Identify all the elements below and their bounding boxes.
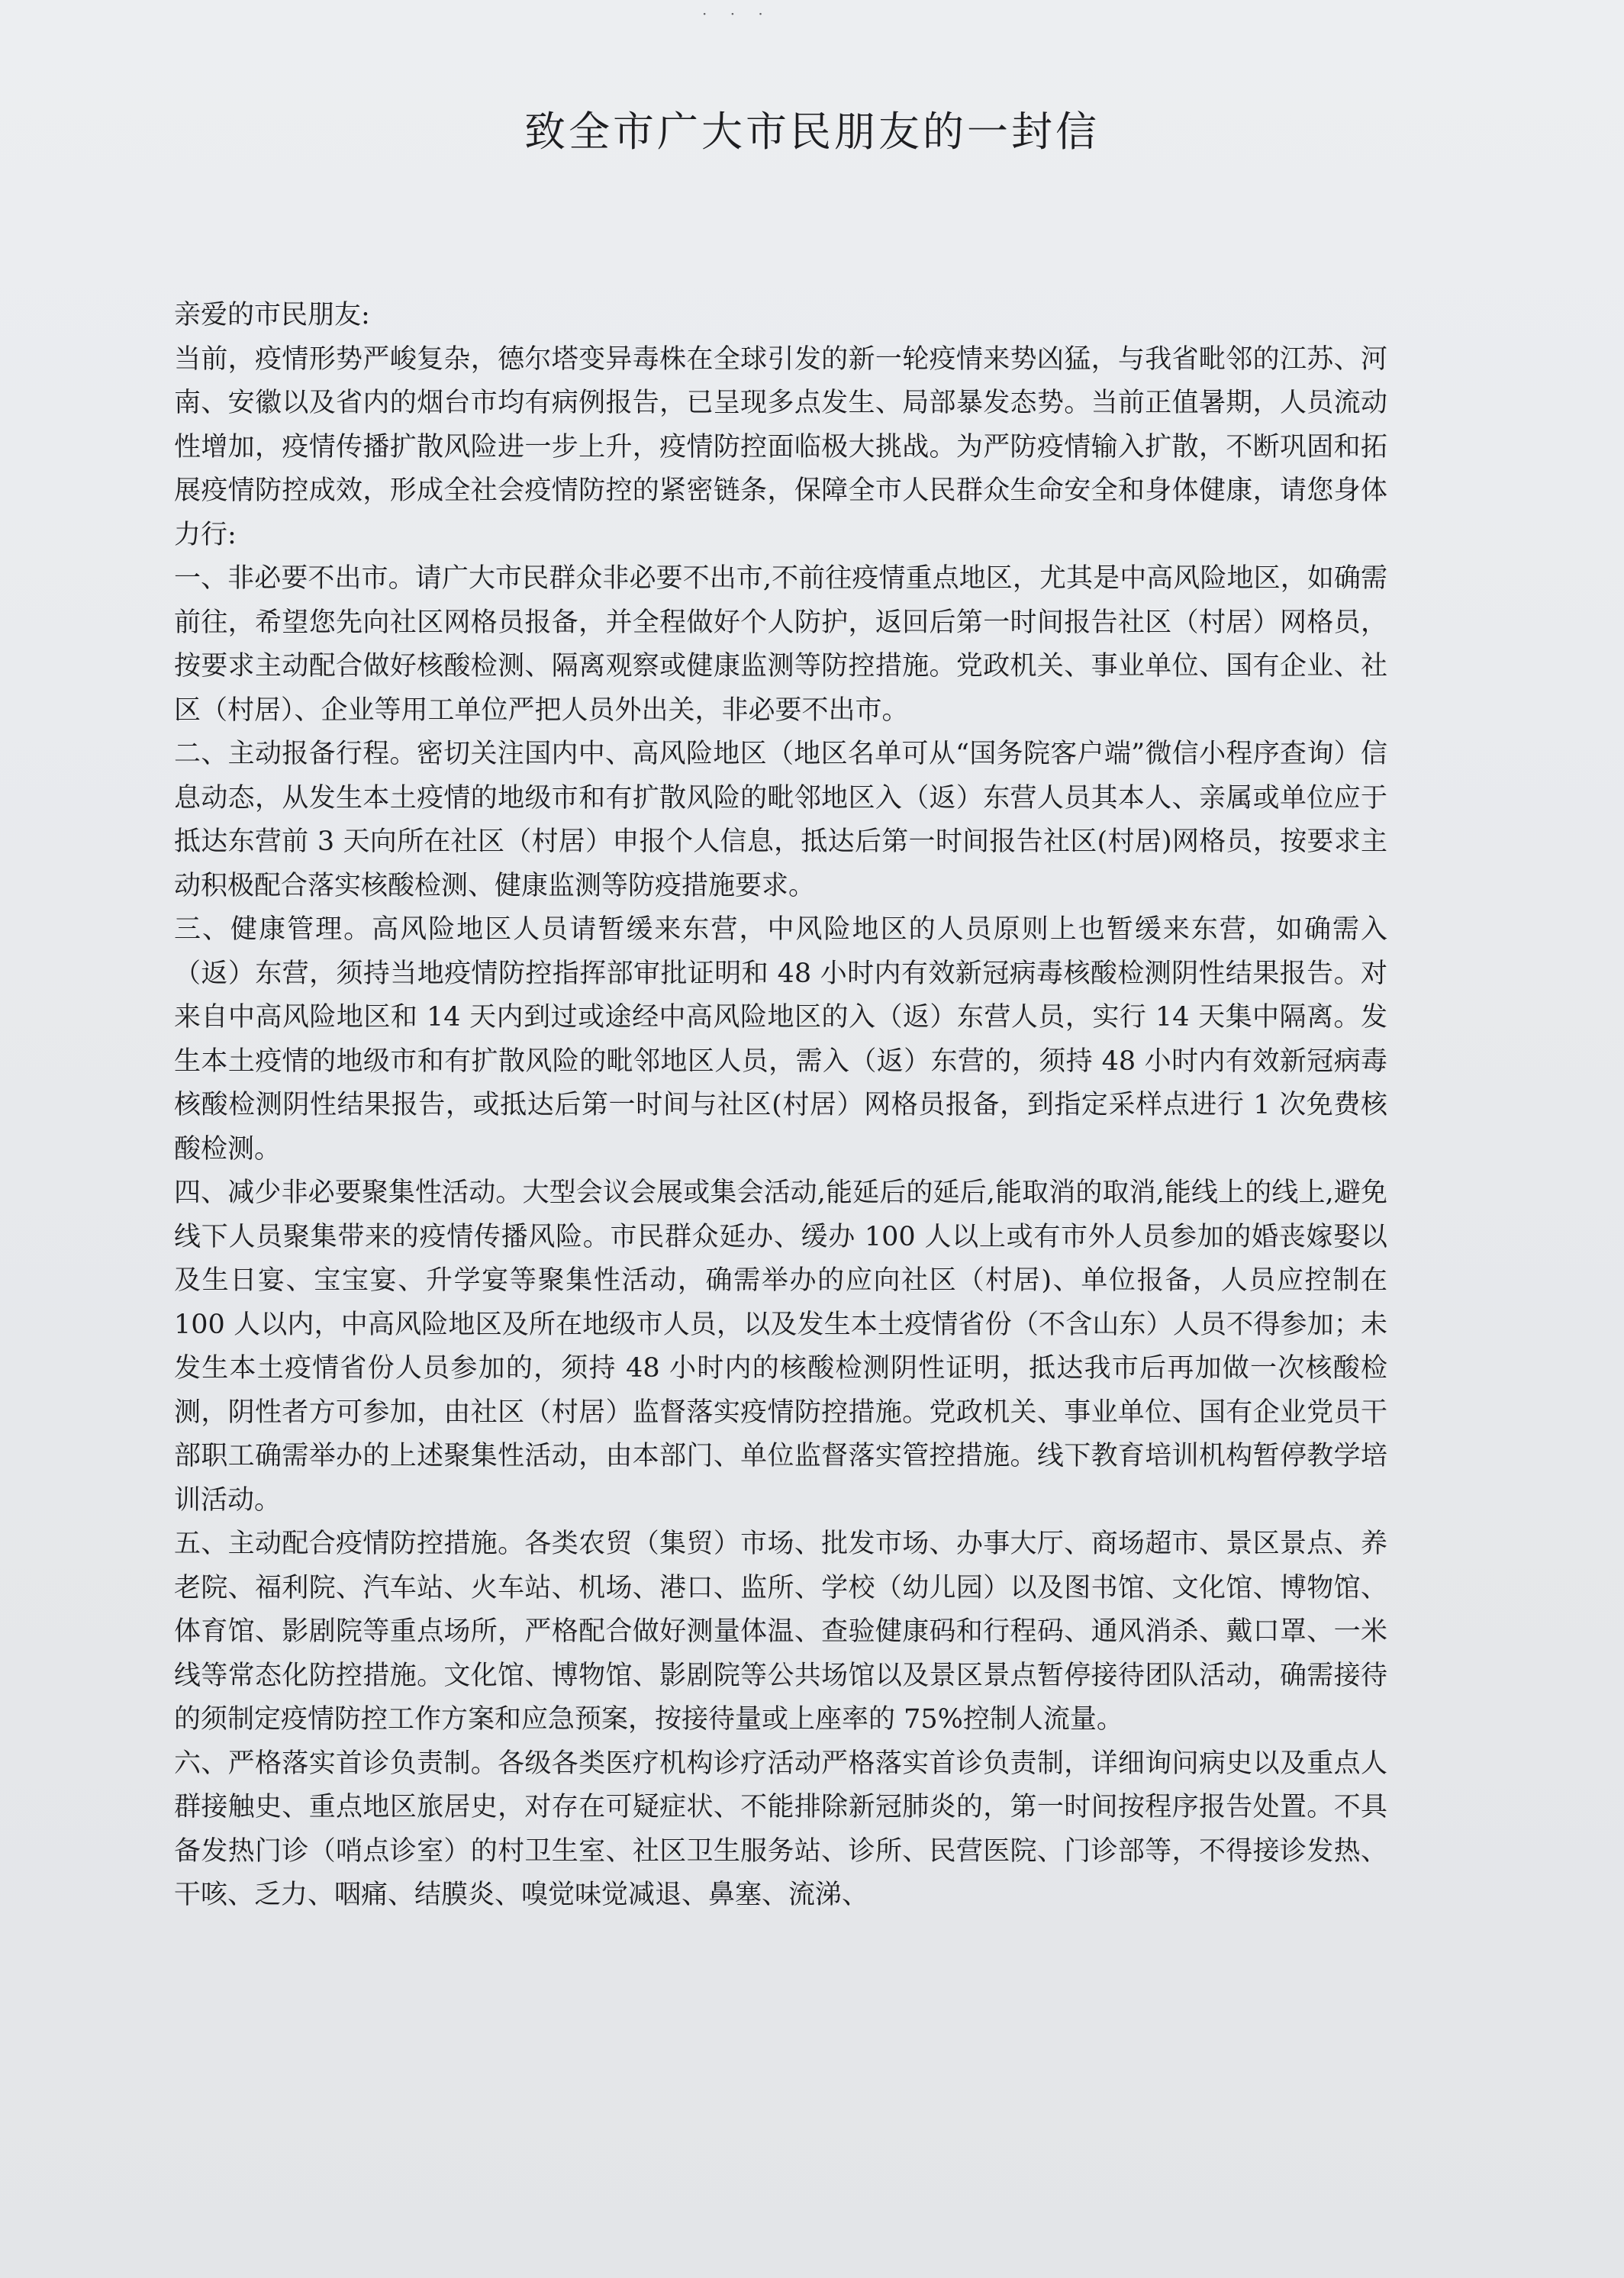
paragraph-4-reduce-gatherings: 四、减少非必要聚集性活动。大型会议会展或集会活动,能延后的延后,能取消的取消,能线上的线上,避免线下人员聚集带来的疫情传播风险。市民群众延办、缓办 100 人以上或有市外人员参加的婚丧嫁娶以及生日宴、宝宝宴、升学宴等聚集性活动，确需举办的应向社区（村居)、单位报备，人员应控制在 100 人以内，中高风险地区及所在地级市人员，以及发生本土疫情省份（不含山东）人员不得参加；未发生本土疫情省份人员参加的，须持 48 小时内的核酸检测阴性证明，抵达我市后再加做一次核酸检测，阴性者方可参加，由社区（村居）监督落实疫情防控措施。党政机关、事业单位、国有企业党员干部职工确需举办的上述聚集性活动，由本部门、单位监督落实管控措施。线下教育培训机构暂停教学培训活动。 [174,1178,1387,1516]
salutation: 亲爱的市民朋友: [174,300,370,330]
page-top-marks: · · · [702,5,772,23]
letter-title: 致全市广大市民朋友的一封信 [524,108,1100,156]
paragraph-6-first-diagnosis: 六、严格落实首诊负责制。各级各类医疗机构诊疗活动严格落实首诊负责制，详细询问病史以及重点人群接触史、重点地区旅居史，对存在可疑症状、不能排除新冠肺炎的，第一时间按程序报告处置。不具备发热门诊（哨点诊室）的村卫生室、社区卫生服务站、诊所、民营医院、门诊部等，不得接诊发热、干咳、乏力、咽痛、结膜炎、嗅觉味觉减退、鼻塞、流涕、 [174,1748,1387,1910]
paragraph-2-report-itinerary: 二、主动报备行程。密切关注国内中、高风险地区（地区名单可从“国务院客户端”微信小程序查询）信息动态，从发生本土疫情的地级市和有扩散风险的毗邻地区入（返）东营人员其本人、亲属或单位应于抵达东营前 3 天向所在社区（村居）申报个人信息，抵达后第一时间报告社区(村居)网格员，按要求主动积极配合落实核酸检测、健康监测等防疫措施要求。 [174,739,1387,901]
paragraph-5-cooperate-measures: 五、主动配合疫情防控措施。各类农贸（集贸）市场、批发市场、办事大厅、商场超市、景区景点、养老院、福利院、汽车站、火车站、机场、港口、监所、学校（幼儿园）以及图书馆、文化馆、博物馆、体育馆、影剧院等重点场所，严格配合做好测量体温、查验健康码和行程码、通风消杀、戴口罩、一米线等常态化防控措施。文化馆、博物馆、影剧院等公共场馆以及景区景点暂停接待团队活动，确需接待的须制定疫情防控工作方案和应急预案，按接待量或上座率的 75%控制人流量。 [174,1529,1387,1735]
paragraph-3-health-management: 三、健康管理。高风险地区人员请暂缓来东营，中风险地区的人员原则上也暂缓来东营，如确需入（返）东营，须持当地疫情防控指挥部审批证明和 48 小时内有效新冠病毒核酸检测阴性结果报告。对来自中高风险地区和 14 天内到过或途经中高风险地区的入（返）东营人员，实行 14 天集中隔离。发生本土疫情的地级市和有扩散风险的毗邻地区人员，需入（返）东营的，须持 48 小时内有效新冠病毒核酸检测阴性结果报告，或抵达后第一时间与社区(村居）网格员报备，到指定采样点进行 1 次免费核酸检测。 [174,914,1387,1165]
letter-body [174,294,1387,1918]
paragraph-intro: 当前，疫情形势严峻复杂，德尔塔变异毒株在全球引发的新一轮疫情来势凶猛，与我省毗邻的江苏、河南、安徽以及省内的烟台市均有病例报告，已呈现多点发生、局部暴发态势。当前正值暑期，人员流动性增加，疫情传播扩散风险进一步上升，疫情防控面临极大挑战。为严防疫情输入扩散，不断巩固和拓展疫情防控成效，形成全社会疫情防控的紧密链条，保障全市人民群众生命安全和身体健康，请您身体力行: [174,343,1387,550]
paragraph-1-no-unnecessary-travel: 一、非必要不出市。请广大市民群众非必要不出市,不前往疫情重点地区，尤其是中高风险地区，如确需前往，希望您先向社区网格员报备，并全程做好个人防护，返回后第一时间报告社区（村居）网格员，按要求主动配合做好核酸检测、隔离观察或健康监测等防控措施。党政机关、事业单位、国有企业、社区（村居）、企业等用工单位严把人员外出关，非必要不出市。 [174,563,1387,726]
